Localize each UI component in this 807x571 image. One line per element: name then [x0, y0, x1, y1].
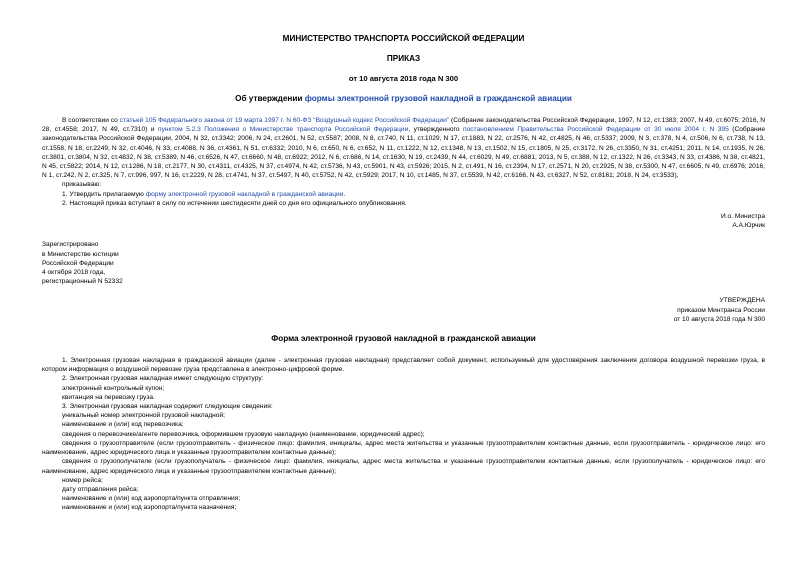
regulation-link[interactable]: пунктом 5.2.3 Положения о Министерстве транспорта Российской Федерации — [158, 126, 409, 134]
preamble-text-2: (Собрание законодательства Российской Федерации, 1997, N 12, ст.1383; 2007, N 49, ст.6075; 2016, N 28, ст.4558; 2017, N 49, ст.7310) и — [42, 117, 766, 134]
government-decree-link[interactable]: постановлением Правительства Российской Федерации от 30 июля 2004 г. N 395 — [463, 126, 729, 134]
form-link[interactable]: форму электронной грузовой накладной в гражданской авиации — [145, 190, 344, 198]
form-paragraph: дату отправления рейса; — [62, 485, 139, 493]
registration-line: в Министерстве юстиции — [42, 250, 119, 258]
form-paragraph: квитанция на перевозку груза. — [62, 393, 155, 401]
form-paragraph: наименование и (или) код аэропорта/пункта назначения; — [62, 504, 237, 512]
form-title: Форма электронной грузовой накладной в гражданской авиации — [271, 334, 536, 344]
form-paragraph: уникальный номер электронной грузовой накладной; — [62, 412, 225, 420]
preamble-text-4: (Собрание законодательства Российской Федерации, 2004, N 32, ст.3342; 2006, N 24, ст.2601, N 52, ст.5587; 2008, N 8, ст.740, N 11, ст.1029, N 17, ст.1883, N 22, ст.2576, N 42, ст.4825, N 46, ст.5337; 2009, N 3, ст.378, N 4, ст.506, N 6, ст.738, N 13, ст.1558, N 18, ст.2249, N 32, ст.4046, N 33, ст.4088, N 36, ст.4361, N 51, ст.6332; 2010, N 6, ст.650, N 6, ст.652, N 11, ст.1222, N 12, ст.1348, N 13, ст.1502, N 15, ст.1805, N 25, ст.3172, N 26, ст.3350, N 31, ст.4251; 2011, N 14, ст.1935, N 26, ст.3801, ст.3804, N 32, ст.4832, N 38, ст.5389, N 46, ст.6526, N 47, ст.6660, N 48, ст.6922; 2012, N 6, ст.686, N 14, ст.1630, N 19, ст.2439, N 44, ст.6029, N 49, ст.6881; 2013, N 5, ст.388, N 12, ст.1322, N 26, ст.3343, N 33, ст.4386, N 38, ст.4821, N 45, ст.5822; 2014, N 12, ст.1286, N 18, ст.2177, N 30, ст.4311, ст.4325, N 37, ст.4974, N 42, ст.5736, N 43, ст.5901, N 43, ст.5926; 2015, N 2, ст.491, N 16, ст.2394, N 17, ст.2571, N 20, ст.2925, N 38, ст.5300, N 47, ст.6605, N 49, ст.6976; 2016, N 1, ст.242, N 2, ст.325, N 7, ст.996, 997, N 16, ст.2229, N 28, ст.4741, N 37, ст.5497, N 40, ст.5752, N 42, ст.5929; 2017, N 10, ст.1485, N 37, ст.5539, N 42, ст.6166, N 43, ст.6327, N 52, ст.8161; 2018, N 24, ст.3533), — [42, 126, 765, 180]
preamble-text-3: , утвержденного — [408, 126, 463, 134]
order-item-1 — [42, 190, 765, 199]
form-paragraph: сведения о перевозчике/агенте перевозчика, оформившем грузовую накладную (наименование, юридический адрес); — [62, 430, 425, 438]
form-paragraph: наименование и (или) код перевозчика; — [62, 421, 184, 429]
registration-line: регистрационный N 52332 — [42, 278, 123, 286]
signature-position: И.о. Министра — [720, 213, 765, 221]
form-paragraph: наименование и (или) код аэропорта/пункта отправления; — [62, 495, 241, 503]
doc-title-link[interactable]: формы электронной грузовой накладной в гражданской авиации — [304, 94, 572, 103]
doc-type-heading: ПРИКАЗ — [386, 54, 421, 63]
registration-line: 4 октября 2018 года, — [42, 269, 106, 277]
doc-title-prefix: Об утверждении — [235, 94, 305, 103]
air-code-link[interactable]: статьей 105 Федерального закона от 19 марта 1997 г. N 60-ФЗ "Воздушный кодекс Российской Федерации" — [119, 117, 450, 124]
order-item-2: 2. Настоящий приказ вступает в силу по истечении шестидесяти дней со дня его официального опубликования. — [62, 199, 407, 207]
form-paragraph: сведения о грузоотправителе (если грузоотправитель - физическое лицо: фамилия, инициалы, адрес места жительства и указанные грузоотправителем контактные данные, если грузоотправитель - юридическое лицо: его наименование, адрес юридического лица и указанные грузоотправителем контактные данные); — [42, 439, 765, 457]
registration-line: Российской Федерации — [42, 259, 114, 267]
orders-line: приказываю: — [62, 181, 102, 189]
form-paragraph: 2. Электронная грузовая накладная имеет следующую структуру: — [62, 375, 264, 383]
form-paragraph: сведения о грузополучателе (если грузополучатель - физическое лицо: фамилия, инициалы, адрес места жительства и указанные грузоотправителем контактные данные, если грузополучатель - юридическое лицо: его наименование, адрес юридического лица и указанные грузоотправителем контактные данные); — [42, 458, 765, 475]
form-paragraph: 1. Электронная грузовая накладная в гражданской авиации (далее - электронная грузовая накладная) представляет собой документ, используемый для удостоверения заключения договора воздушной перевозки груза, в котором информация о воздушной перевозке груза представлена в электронно-цифровой форме. — [42, 357, 765, 374]
approval-line: приказом Минтранса России — [677, 306, 765, 314]
registration-line: Зарегистрировано — [42, 241, 99, 249]
order-item-1-prefix: 1. Утвердить прилагаемую — [62, 190, 146, 198]
approval-line: от 10 августа 2018 года N 300 — [673, 315, 765, 323]
form-paragraph: номер рейса; — [62, 476, 103, 484]
form-paragraph: 3. Электронная грузовая накладная содержит следующие сведения: — [62, 403, 273, 411]
order-item-1-suffix: . — [343, 190, 346, 198]
form-body — [42, 356, 765, 512]
preamble — [42, 116, 765, 180]
doc-date-number: от 10 августа 2018 года N 300 — [348, 74, 459, 83]
preamble-text-1: В соответствии со — [62, 117, 120, 124]
approval-line: УТВЕРЖДЕНА — [719, 297, 765, 305]
signature-name: А.А.Юрчик — [732, 222, 765, 230]
registration-block — [42, 240, 765, 286]
approval-block — [42, 296, 765, 324]
doc-title — [42, 94, 765, 104]
form-paragraph: электронный контрольный купон; — [62, 384, 165, 392]
ministry-heading: МИНИСТЕРСТВО ТРАНСПОРТА РОССИЙСКОЙ ФЕДЕРАЦИИ — [282, 34, 525, 43]
